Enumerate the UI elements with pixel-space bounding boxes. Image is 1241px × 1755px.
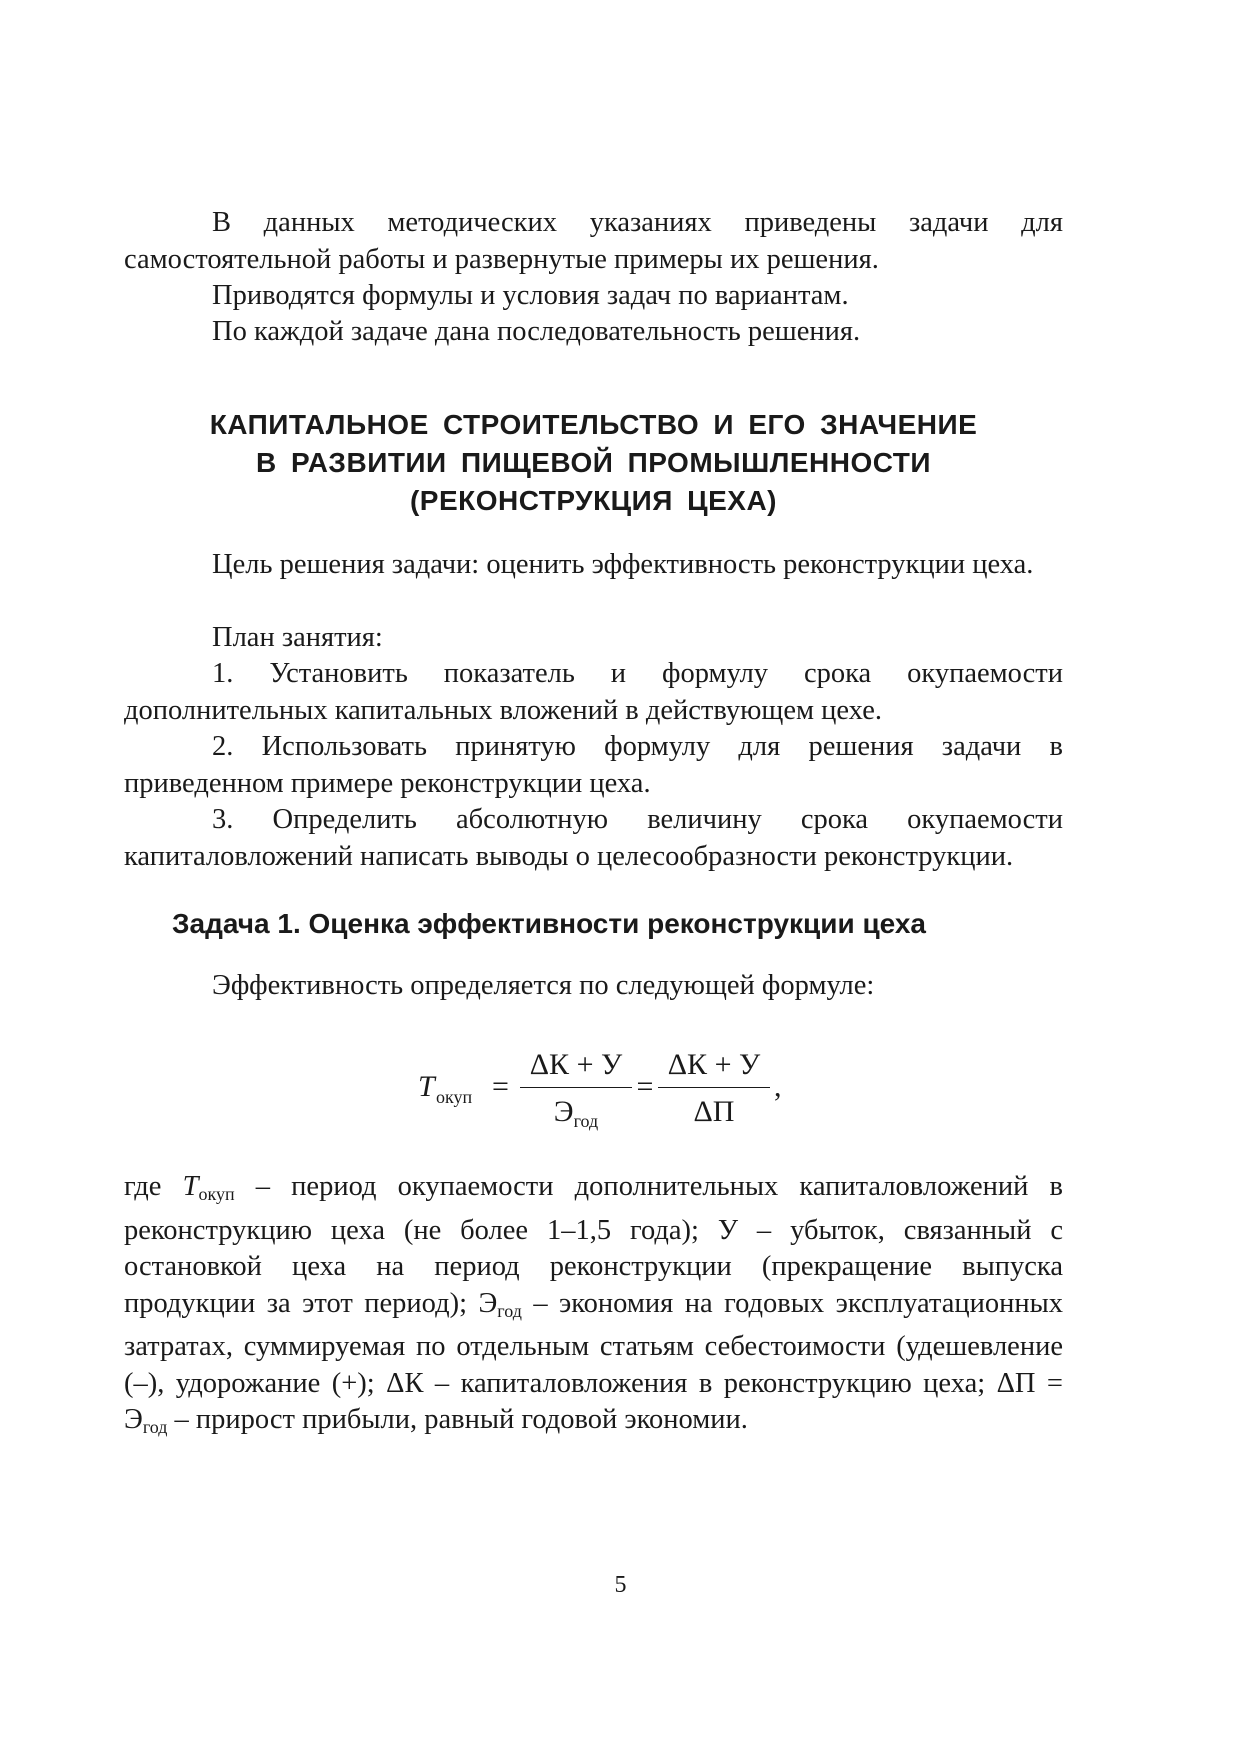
- plan-item-3: 3. Определить абсолютную величину срока окупаемости капиталовложений написать выводы о целесообразности реконструкции.: [124, 804, 1063, 872]
- where-symbol-t: T: [182, 1171, 199, 1202]
- fraction-1-numerator: ΔК + У: [529, 1048, 623, 1081]
- section-heading-line-2: В РАЗВИТИИ ПИЩЕВОЙ ПРОМЫШЛЕННОСТИ: [256, 447, 931, 478]
- formula-comma: ,: [774, 1070, 782, 1103]
- section-heading-line-1: КАПИТАЛЬНОЕ СТРОИТЕЛЬСТВО И ЕГО ЗНАЧЕНИЕ: [209, 409, 978, 440]
- fraction-1-denominator: [520, 1092, 632, 1132]
- fraction-2-denominator: ΔП: [693, 1095, 735, 1128]
- plan-item-1: 1. Установить показатель и формулу срока окупаемости дополнительных капитальных вложений в действующем цехе.: [124, 658, 1063, 726]
- intro-paragraph-2: Приводятся формулы и условия задач по вариантам.: [212, 280, 849, 311]
- goal-paragraph: Цель решения задачи: оценить эффективность реконструкции цеха.: [212, 549, 1034, 580]
- formula-explanation-paragraph: [124, 1169, 1063, 1446]
- formula-equals-1: =: [492, 1070, 509, 1103]
- where-text-1: где: [124, 1171, 183, 1202]
- payback-formula: [418, 1045, 818, 1135]
- section-heading-line-3: (РЕКОНСТРУКЦИЯ ЦЕХА): [409, 485, 778, 516]
- section-heading: [124, 406, 1063, 520]
- fraction-2-numerator: ΔК + У: [667, 1048, 761, 1081]
- page-number: 5: [614, 1572, 627, 1598]
- fraction-1-bar: [520, 1087, 632, 1088]
- fraction-1-denominator-subscript: год: [573, 1111, 599, 1131]
- fraction-1-denominator-symbol: Э: [553, 1095, 574, 1128]
- intro-paragraph-3: По каждой задаче дана последовательность решения.: [212, 316, 861, 347]
- where-text-2: – период окупаемости дополнительных капиталовложений в реконструкцию цеха (не более 1–1,5 года); У – убыток, связанный с остановкой цеха на период реконструкции (прекращение выпуска продукции за этот период); Э: [124, 1171, 1063, 1319]
- where-text-3: – экономия на годовых эксплуатационных затратах, суммируемая по отдельным статьям себестоимости (удешевление (–), удорожание (+); ΔК – капиталовложения в реконструкцию цеха; ΔП = Э: [124, 1287, 1064, 1435]
- fraction-2-bar: [658, 1087, 770, 1088]
- task-1-heading: Задача 1. Оценка эффективности реконструкции цеха: [172, 908, 927, 939]
- where-subscript-god-1: год: [497, 1300, 522, 1321]
- plan-title: План занятия:: [212, 622, 383, 653]
- intro-paragraph-1: В данных методических указаниях приведены задачи для самостоятельной работы и развернутые примеры их решения.: [124, 207, 1063, 275]
- where-subscript-okup: окуп: [198, 1184, 235, 1204]
- formula-lead-paragraph: Эффективность определяется по следующей формуле:: [212, 970, 875, 1001]
- where-text-4: – прирост прибыли, равный годовой экономии.: [167, 1404, 748, 1435]
- plan-item-2: 2. Использовать принятую формулу для решения задачи в приведенном примере реконструкции цеха.: [124, 731, 1063, 799]
- formula-lhs-subscript: окуп: [436, 1087, 473, 1107]
- formula-lhs-symbol: T: [418, 1070, 435, 1103]
- where-subscript-god-2: год: [142, 1417, 168, 1437]
- formula-fraction-2: [658, 1045, 770, 1132]
- formula-fraction-1: [520, 1045, 632, 1132]
- formula-equals-2: =: [636, 1070, 654, 1103]
